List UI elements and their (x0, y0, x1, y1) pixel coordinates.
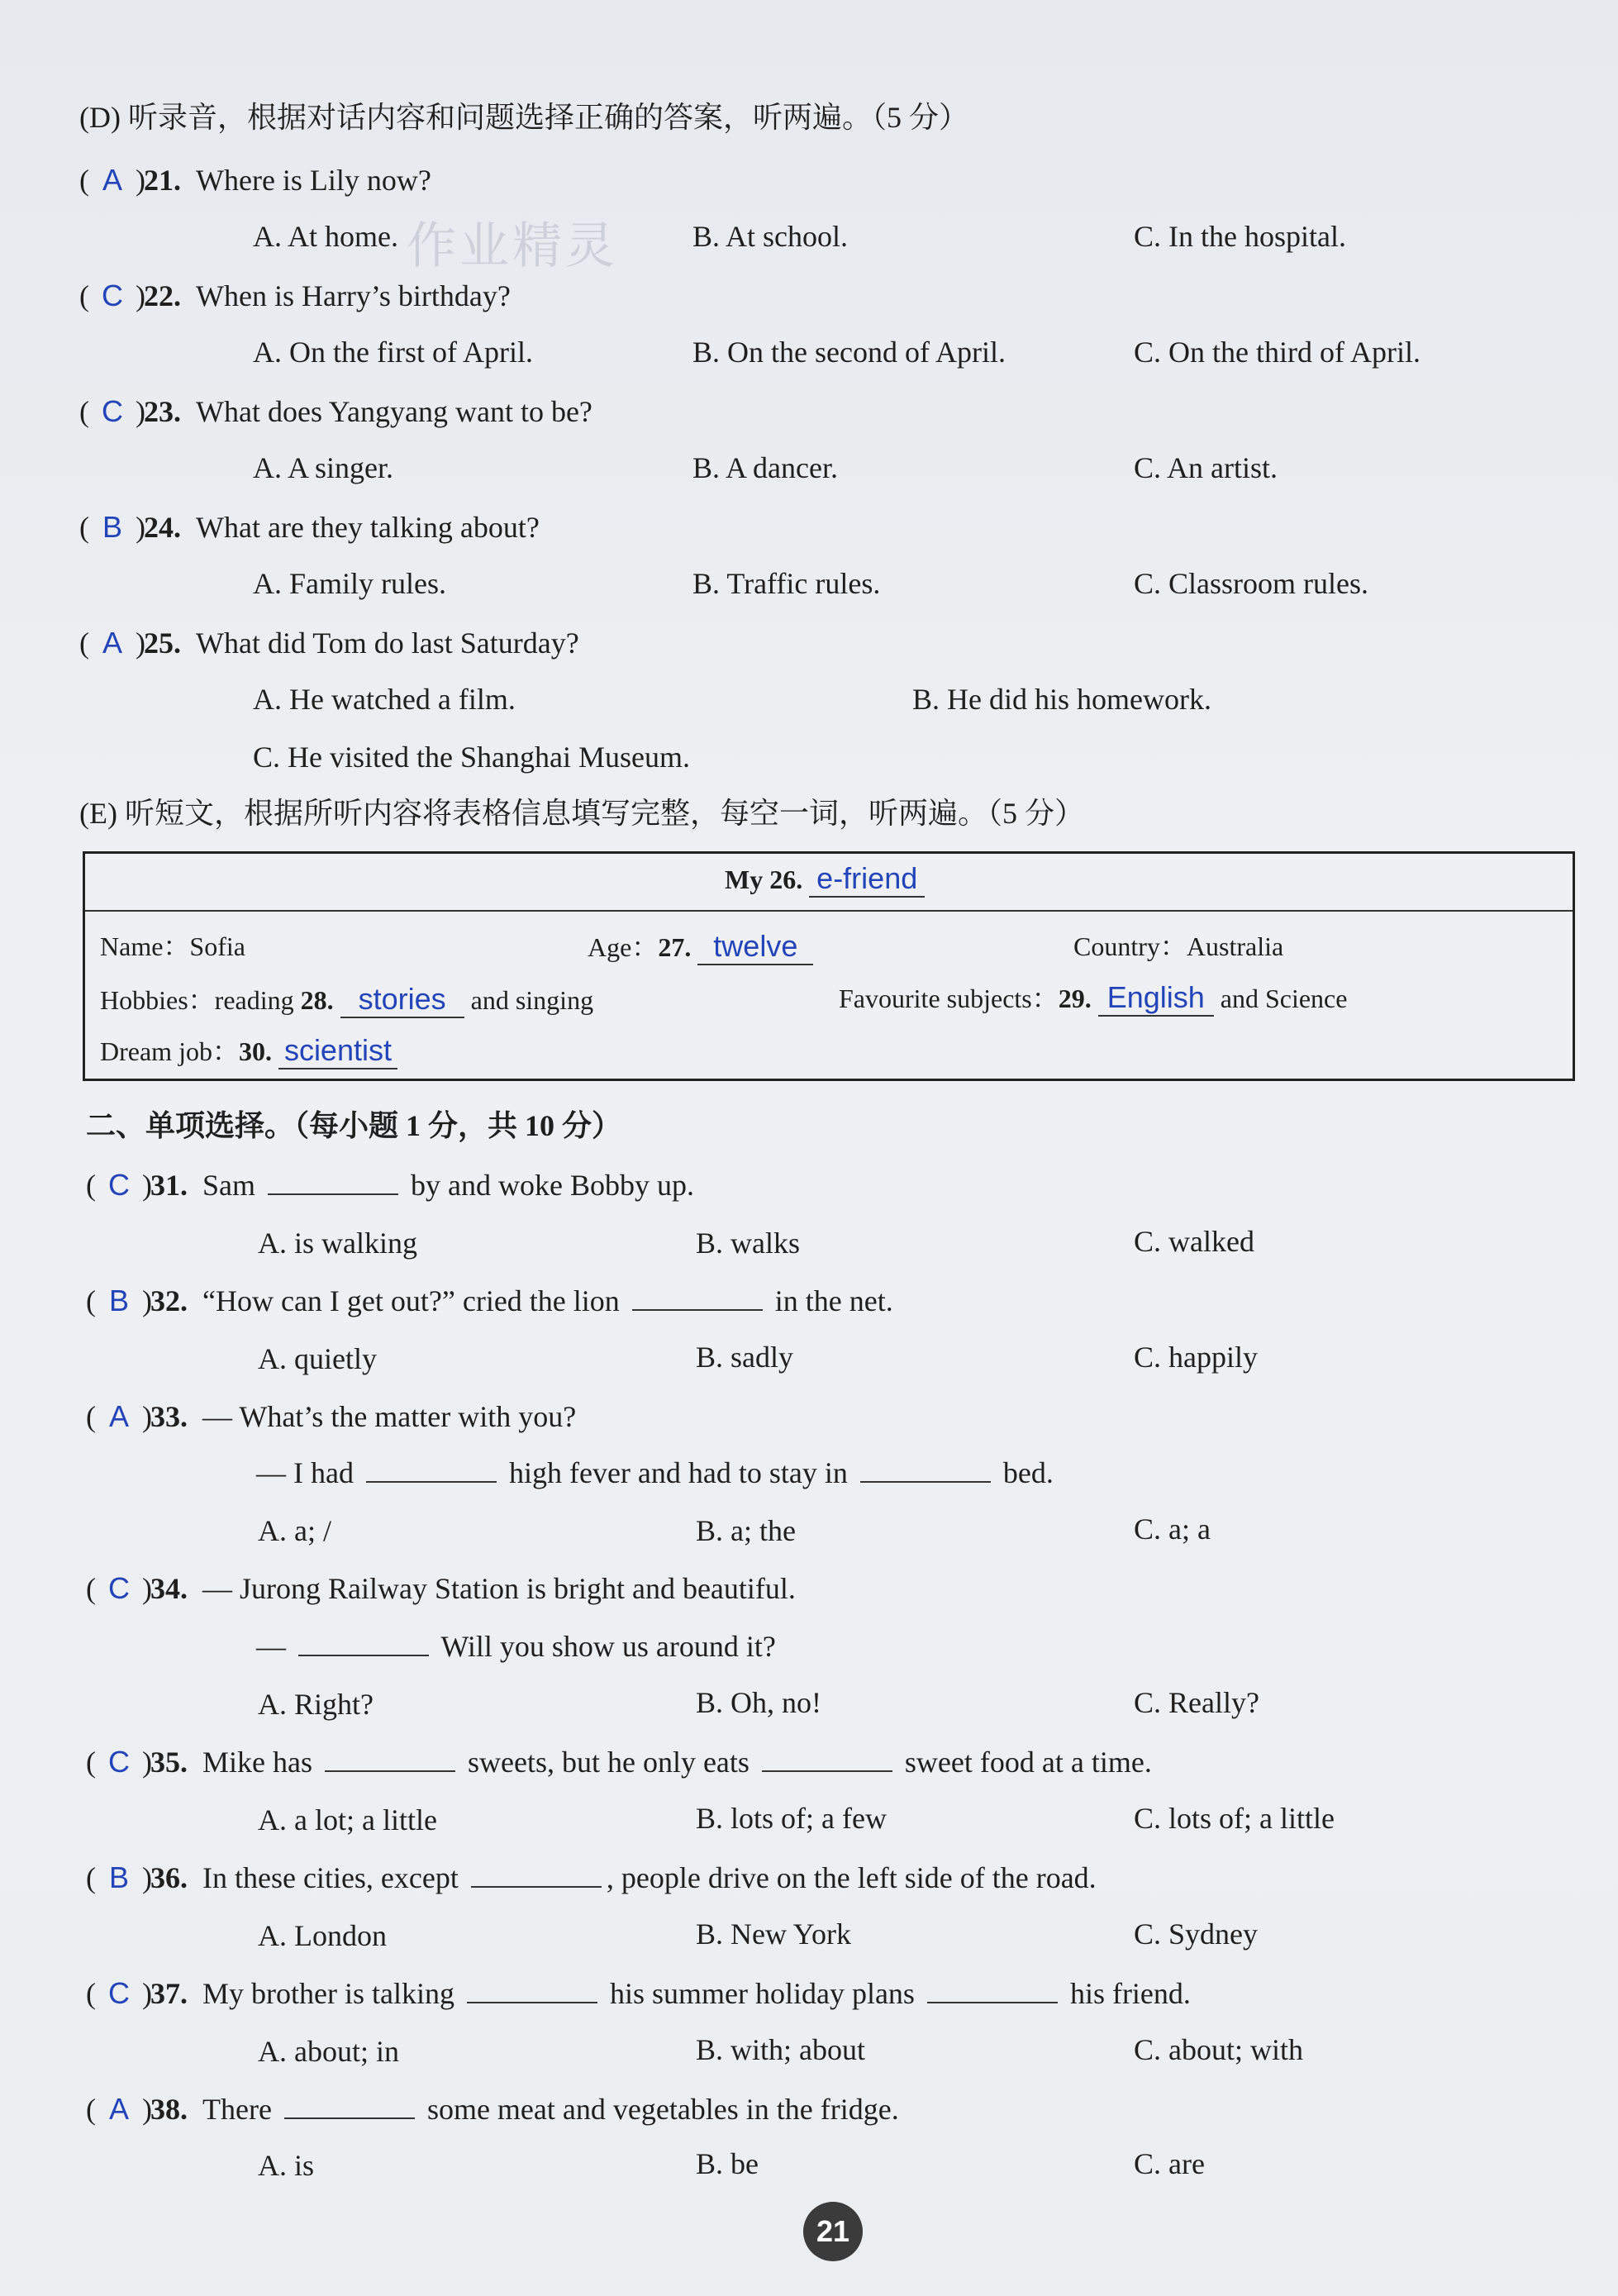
option-36b: B. New York (696, 1917, 852, 1951)
option-31b: B. walks (696, 1227, 800, 1260)
option-21c: C. In the hospital. (1134, 220, 1346, 253)
question-38: ( A )38. There some meat and vegetables in the fridge. (86, 2092, 899, 2126)
answer-21: A (102, 163, 122, 197)
option-32b: B. sadly (696, 1341, 794, 1374)
answer-35: C (108, 1745, 130, 1779)
option-23a: A. A singer. (253, 451, 394, 484)
question-32: ( B )32. “How can I get out?” cried the lion in the net. (86, 1284, 893, 1317)
option-37a: A. about; in (258, 2035, 399, 2068)
answer-28: stories (358, 982, 446, 1016)
option-36c: C. Sydney (1134, 1917, 1259, 1951)
option-33a: A. a; / (258, 1514, 331, 1547)
question-25: ( A )25. What did Tom do last Saturday? (79, 626, 579, 660)
option-22a: A. On the first of April. (253, 336, 533, 369)
answer-26: e-friend (816, 861, 918, 895)
question-34-line2: — Will you show us around it? (256, 1630, 776, 1663)
option-25a: A. He watched a film. (253, 683, 516, 716)
option-36a: A. London (258, 1919, 387, 1952)
option-38b: B. be (696, 2147, 759, 2180)
question-37: ( C )37. My brother is talking his summer holiday plans his friend. (86, 1976, 1191, 2010)
option-34b: B. Oh, no! (696, 1686, 821, 1719)
answer-29: English (1106, 980, 1205, 1014)
age-cell: Age：27. twelve (588, 930, 813, 965)
table-title: My 26. e-friend (725, 862, 925, 898)
option-38c: C. are (1134, 2147, 1205, 2180)
answer-22: C (102, 279, 123, 312)
option-32c: C. happily (1134, 1341, 1258, 1374)
question-31: ( C )31. Sam by and woke Bobby up. (86, 1168, 694, 1202)
question-34: ( C )34. — Jurong Railway Station is bright and beautiful. (86, 1571, 796, 1605)
watermark: 作业精灵 (407, 217, 618, 275)
option-21a: A. At home. (253, 220, 398, 253)
option-23c: C. An artist. (1134, 451, 1278, 484)
section-2-title: 二、单项选择。（每小题 1 分，共 10 分） (86, 1109, 622, 1142)
answer-24: B (102, 510, 122, 544)
table-header (85, 854, 1573, 912)
option-25b: B. He did his homework. (912, 683, 1211, 716)
option-33b: B. a; the (696, 1514, 796, 1547)
question-33-line2: — I had high fever and had to stay in bed. (256, 1456, 1054, 1489)
option-25c: C. He visited the Shanghai Museum. (253, 741, 690, 774)
question-22: ( C )22. When is Harry’s birthday? (79, 279, 511, 312)
question-24: ( B )24. What are they talking about? (79, 510, 540, 544)
option-31c: C. walked (1134, 1225, 1254, 1258)
answer-34: C (108, 1571, 130, 1605)
option-34c: C. Really? (1134, 1686, 1259, 1719)
option-31a: A. is walking (258, 1227, 417, 1260)
question-23: ( C )23. What does Yangyang want to be? (79, 394, 592, 428)
option-32a: A. quietly (258, 1342, 377, 1375)
option-24c: C. Classroom rules. (1134, 567, 1368, 600)
section-e-title: (E) 听短文，根据所听内容将表格信息填写完整，每空一词，听两遍。（5 分） (79, 797, 1084, 830)
option-22c: C. On the third of April. (1134, 336, 1421, 369)
question-21: ( A )21. Where is Lily now? (79, 163, 431, 197)
option-34a: A. Right? (258, 1688, 374, 1721)
answer-38: A (108, 2092, 129, 2126)
hobbies-cell: Hobbies：reading 28. stories and singing (100, 983, 593, 1018)
option-23b: B. A dancer. (692, 451, 838, 484)
option-35b: B. lots of; a few (696, 1802, 887, 1835)
question-33: ( A )33. — What’s the matter with you? (86, 1399, 577, 1433)
section-d-title: (D) 听录音，根据对话内容和问题选择正确的答案，听两遍。（5 分） (79, 101, 968, 134)
option-24a: A. Family rules. (253, 567, 446, 600)
question-36: ( B )36. In these cities, except , people drive on the left side of the road. (86, 1860, 1097, 1894)
answer-32: B (108, 1284, 129, 1317)
option-37b: B. with; about (696, 2033, 865, 2066)
option-22b: B. On the second of April. (692, 336, 1006, 369)
country-cell: Country：Australia (1073, 931, 1284, 961)
page-number: 21 (803, 2202, 863, 2261)
option-24b: B. Traffic rules. (692, 567, 881, 600)
answer-33: A (108, 1399, 129, 1433)
subjects-cell: Favourite subjects：29. English and Science (839, 981, 1347, 1017)
answer-37: C (108, 1976, 130, 2010)
answer-25: A (102, 626, 122, 660)
option-35c: C. lots of; a little (1134, 1802, 1335, 1835)
option-38a: A. is (258, 2149, 315, 2182)
option-37c: C. about; with (1134, 2033, 1303, 2066)
dream-job-cell: Dream job：30. scientist (100, 1034, 397, 1069)
answer-31: C (108, 1168, 130, 1202)
info-table (83, 851, 1575, 1081)
option-35a: A. a lot; a little (258, 1803, 437, 1836)
answer-27: twelve (713, 929, 798, 963)
answer-30: scientist (283, 1033, 392, 1067)
option-21b: B. At school. (692, 220, 849, 253)
option-33c: C. a; a (1134, 1512, 1211, 1546)
answer-36: B (108, 1860, 129, 1894)
name-cell: Name：Sofia (100, 931, 245, 961)
answer-23: C (102, 394, 123, 428)
question-35: ( C )35. Mike has sweets, but he only eats sweet food at a time. (86, 1745, 1152, 1779)
